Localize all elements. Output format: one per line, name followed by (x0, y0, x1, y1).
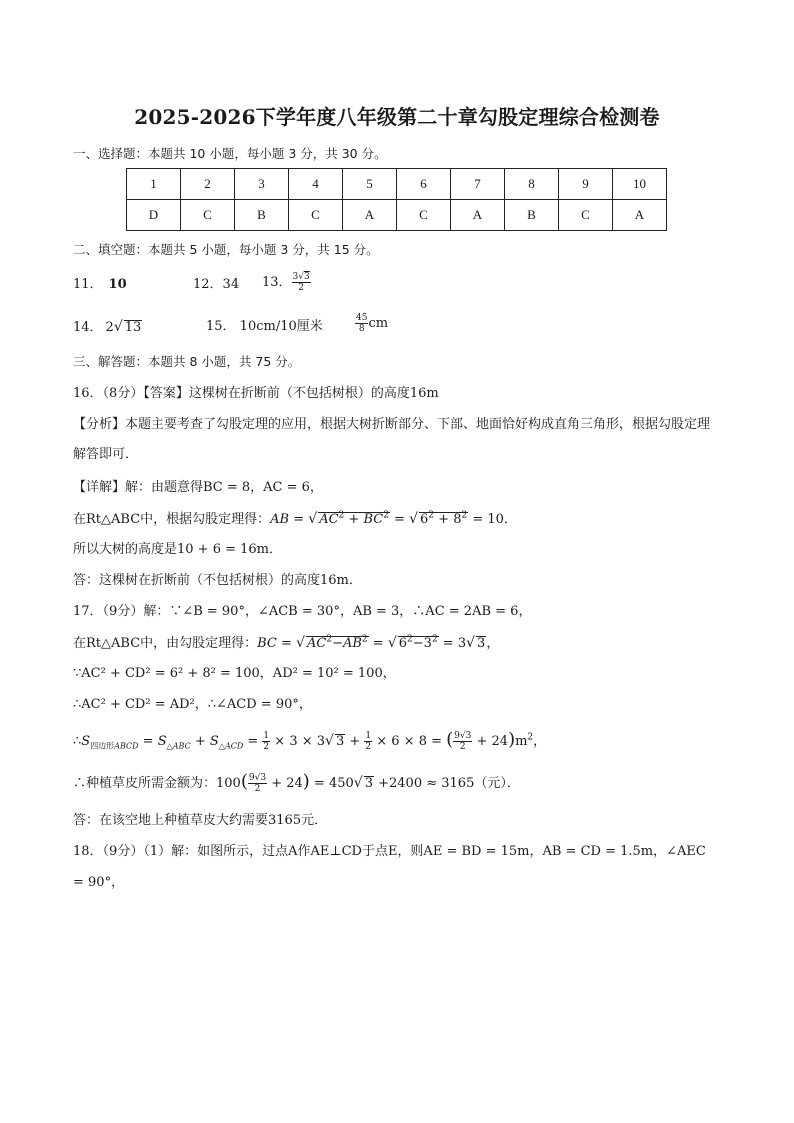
q17-line1: 17．（9分）解：∵∠B = 90°，∠ACB = 30°，AB = 3，∴AC = 2AB = 6， (73, 604, 532, 619)
q17-line4: ∴AC² + CD² = AD²，∴∠ACD = 90°， (73, 697, 312, 712)
answer-table-answer-cell: D (127, 200, 181, 231)
q16-analysis: 【分析】本题主要考查了勾股定理的应用，根据大树折断部分、下部、地面恰好构成直角三角形，根据勾股定理解答即可． (73, 417, 711, 462)
q14-answer: 14． 2√ 13 (73, 319, 142, 335)
answer-table-answer-cell: B (505, 200, 559, 231)
q13-fraction: $\frac{3√3}{2}$ (292, 272, 310, 293)
answer-table-number-row (127, 169, 667, 200)
q15-alt-answer (355, 313, 388, 334)
q14-radicand: 13 (124, 320, 142, 335)
answer-table-answer-cell: A (343, 200, 397, 231)
q12-answer: 12．34 (193, 277, 240, 292)
answer-table-number-cell: 4 (289, 169, 343, 200)
q18-line2: = 90°， (73, 875, 125, 890)
q11-answer (73, 276, 127, 294)
q16-height: 所以大树的高度是10 + 6 = 16m． (73, 542, 282, 557)
answer-table-number-cell: 1 (127, 169, 181, 200)
q17-conclusion: 答：在该空地上种植草皮大约需要3165元． (73, 813, 328, 828)
q17-cost: ∴种植草皮所需金额为：100( $\frac{9√3}{2}$ + 24) = 450√ 3 +2400 ≈ 3165（元）． (73, 771, 520, 794)
answer-table-number-cell: 9 (559, 169, 613, 200)
q15-unit: cm (368, 316, 389, 331)
page-title: 2025-2026下学年度八年级第二十章勾股定理综合检测卷 (134, 105, 660, 129)
q17-cost-prefix: ∴种植草皮所需金额为： (73, 776, 217, 791)
answer-table-number-cell: 2 (181, 169, 235, 200)
q15-fraction: $\frac{45}{8}$ (356, 313, 368, 334)
q18-line1: 18．（9分）（1）解：如图所示，过点A作AE⊥CD于点E，则AE = BD = 15m，AB = CD = 1.5m，∠AEC (73, 844, 706, 859)
q17-pythagoras-prefix: 在Rt△ABC中，由勾股定理得： (73, 636, 258, 651)
q17-pythagoras: 在Rt△ABC中，由勾股定理得：BC = √ $AC^2-AB^2$ = √ $6^2-3^2 = 3√$ 3， (73, 634, 500, 651)
answer-table-answer-cell: B (235, 200, 289, 231)
answer-table-answer-cell: A (613, 200, 667, 231)
q11-number: 11． (73, 277, 103, 292)
answer-table-number-cell: 8 (505, 169, 559, 200)
answer-table-answer-cell: C (181, 200, 235, 231)
answer-table-number-cell: 3 (235, 169, 289, 200)
q17-area: $\therefore S_{四边形ABCD} = S_{\triangle ABC} + S_{\triangle ACD}$ = $\frac{1}{2}$ × 3 × 3√ 3 + $\frac{1}{2}$ × 6 × 8 = ( $\frac{9√3}{2}$ + $24)m^2$， (73, 729, 547, 752)
answer-table-number-cell: 5 (343, 169, 397, 200)
q15-answer: 15． 10cm/10厘米 (206, 319, 323, 334)
section1-heading: 一、选择题：本题共 10 小题，每小题 3 分，共 30 分。 (73, 146, 387, 161)
answer-table-answer-cell: C (559, 200, 613, 231)
answer-table-answer-cell: C (397, 200, 451, 231)
answer-table-answer-row (127, 200, 667, 231)
section3-heading: 三、解答题：本题共 8 小题，共 75 分。 (73, 354, 301, 369)
q16-pythagoras: 在Rt△ABC中，根据勾股定理得：AB = √ $AC^2 + BC^2$ = √ $6^2 + 8^2 = 10$． (73, 510, 517, 527)
q14-number: 14． (73, 320, 103, 335)
q13-answer (262, 272, 311, 293)
q11-value: 10 (108, 277, 127, 292)
answer-table-number-cell: 6 (397, 169, 451, 200)
section2-heading: 二、填空题：本题共 5 小题，每小题 3 分，共 15 分。 (73, 242, 379, 257)
q16-answer-line: 16．（8分）【答案】这棵树在折断前（不包括树根）的高度16m (73, 386, 439, 401)
q16-pythagoras-prefix: 在Rt△ABC中，根据勾股定理得： (73, 512, 271, 527)
q16-detail: 【详解】解：由题意得BC = 8，AC = 6， (73, 480, 323, 495)
answer-table (126, 168, 667, 231)
answer-table-number-cell: 10 (613, 169, 667, 200)
answer-table-answer-cell: A (451, 200, 505, 231)
q13-number: 13． (262, 275, 292, 290)
q16-conclusion: 答：这棵树在折断前（不包括树根）的高度16m． (73, 573, 362, 588)
answer-table-answer-cell: C (289, 200, 343, 231)
q17-line3: ∵AC² + CD² = 6² + 8² = 100，AD² = 10² = 100， (73, 666, 396, 681)
answer-table-number-cell: 7 (451, 169, 505, 200)
q14-coefficient: 2 (105, 320, 114, 335)
